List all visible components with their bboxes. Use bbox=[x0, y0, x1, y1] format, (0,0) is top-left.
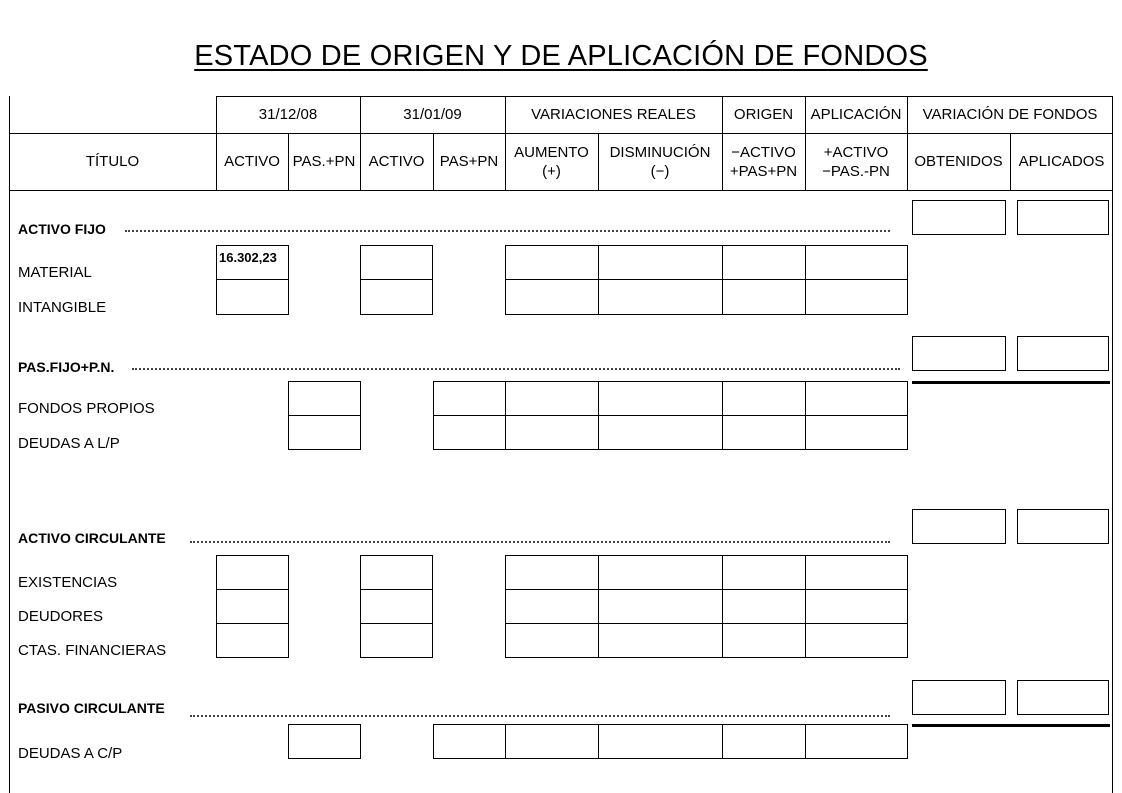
header-bottom-line bbox=[9, 190, 1113, 191]
header-variacion-fondos: VARIACIÓN DE FONDOS bbox=[922, 106, 1098, 123]
deudores-aplicacion-cell[interactable] bbox=[805, 589, 908, 624]
deudas-cp-origen-cell[interactable] bbox=[722, 724, 806, 759]
aplicados-box[interactable] bbox=[1017, 200, 1109, 235]
leader-dots bbox=[132, 368, 900, 370]
deudas-lp-pas-2008-cell[interactable] bbox=[288, 415, 361, 450]
header-aplicados: APLICADOS bbox=[1018, 153, 1105, 170]
section-activo-fijo: ACTIVO FIJO bbox=[18, 221, 110, 237]
existencias-aumento-cell[interactable] bbox=[505, 555, 599, 590]
row-label-deudas-cp: DEUDAS A C/P bbox=[18, 745, 123, 762]
intangible-activo-2008-cell[interactable] bbox=[216, 279, 289, 315]
fondos-propios-origen-cell[interactable] bbox=[722, 381, 806, 416]
header-activo-2009: ACTIVO bbox=[368, 153, 425, 170]
row-label-deudores: DEUDORES bbox=[18, 608, 104, 625]
existencias-aplicacion-cell[interactable] bbox=[805, 555, 908, 590]
ctas-financieras-activo-2009-cell[interactable] bbox=[360, 623, 433, 658]
leader-dots bbox=[125, 230, 890, 232]
intangible-aplicacion-cell[interactable] bbox=[805, 279, 908, 315]
deudores-activo-2008-cell[interactable] bbox=[216, 589, 289, 624]
deudas-cp-aplicacion-cell[interactable] bbox=[805, 724, 908, 759]
obtenidos-box[interactable] bbox=[912, 680, 1006, 715]
existencias-activo-2009-cell[interactable] bbox=[360, 555, 433, 590]
fondos-propios-disminucion-cell[interactable] bbox=[598, 381, 723, 416]
material-disminucion-cell[interactable] bbox=[598, 245, 723, 280]
existencias-activo-2008-cell[interactable] bbox=[216, 555, 289, 590]
fondos-propios-aplicacion-cell[interactable] bbox=[805, 381, 908, 416]
aplicados-box[interactable] bbox=[1017, 336, 1109, 371]
intangible-activo-2009-cell[interactable] bbox=[360, 279, 433, 315]
header-disminucion: DISMINUCIÓN (−) bbox=[609, 143, 711, 180]
header-pas-2008: PAS.+PN bbox=[292, 153, 356, 170]
page-title: ESTADO DE ORIGEN Y DE APLICACIÓN DE FONDOS bbox=[194, 40, 928, 72]
material-aumento-cell[interactable] bbox=[505, 245, 599, 280]
material-aplicacion-cell[interactable] bbox=[805, 245, 908, 280]
section-activo-circulante: ACTIVO CIRCULANTE bbox=[18, 530, 170, 546]
header-aplicacion-sub: +ACTIVO −PAS.-PN bbox=[822, 143, 890, 180]
obtenidos-box[interactable] bbox=[912, 336, 1006, 371]
header-obtenidos: OBTENIDOS bbox=[914, 153, 1003, 170]
header-pas-2009: PAS+PN bbox=[439, 153, 499, 170]
header-titulo: TÍTULO bbox=[85, 153, 140, 170]
fondos-propios-pas-2008-cell[interactable] bbox=[288, 381, 361, 416]
deudas-cp-pas-2009-cell[interactable] bbox=[433, 724, 506, 759]
intangible-origen-cell[interactable] bbox=[722, 279, 806, 315]
deudas-lp-aumento-cell[interactable] bbox=[505, 415, 599, 450]
deudas-cp-disminucion-cell[interactable] bbox=[598, 724, 723, 759]
deudores-origen-cell[interactable] bbox=[722, 589, 806, 624]
deudas-lp-disminucion-cell[interactable] bbox=[598, 415, 723, 450]
deudores-disminucion-cell[interactable] bbox=[598, 589, 723, 624]
intangible-disminucion-cell[interactable] bbox=[598, 279, 723, 315]
leader-dots bbox=[190, 715, 890, 717]
material-activo-2008-value: 16.302,23 bbox=[219, 250, 277, 265]
header-aumento: AUMENTO (+) bbox=[514, 143, 589, 180]
obtenidos-box[interactable] bbox=[912, 509, 1006, 544]
ctas-financieras-aplicacion-cell[interactable] bbox=[805, 623, 908, 658]
deudas-cp-pas-2008-cell[interactable] bbox=[288, 724, 361, 759]
material-activo-2008-cell[interactable] bbox=[216, 245, 289, 280]
existencias-disminucion-cell[interactable] bbox=[598, 555, 723, 590]
row-label-ctas-financieras: CTAS. FINANCIERAS bbox=[18, 642, 167, 659]
aplicados-box[interactable] bbox=[1017, 509, 1109, 544]
fondos-propios-aumento-cell[interactable] bbox=[505, 381, 599, 416]
ctas-financieras-origen-cell[interactable] bbox=[722, 623, 806, 658]
deudas-cp-aumento-cell[interactable] bbox=[505, 724, 599, 759]
leader-dots bbox=[190, 541, 890, 543]
ctas-financieras-aumento-cell[interactable] bbox=[505, 623, 599, 658]
ctas-financieras-disminucion-cell[interactable] bbox=[598, 623, 723, 658]
deudas-lp-pas-2009-cell[interactable] bbox=[433, 415, 506, 450]
ctas-financieras-activo-2008-cell[interactable] bbox=[216, 623, 289, 658]
fondos-propios-pas-2009-cell[interactable] bbox=[433, 381, 506, 416]
deudas-lp-origen-cell[interactable] bbox=[722, 415, 806, 450]
row-label-existencias: EXISTENCIAS bbox=[18, 574, 118, 591]
row-label-deudas-lp: DEUDAS A L/P bbox=[18, 435, 120, 452]
deudores-activo-2009-cell[interactable] bbox=[360, 589, 433, 624]
section-pas-fijo: PAS.FIJO+P.N. bbox=[18, 359, 118, 375]
deudas-lp-aplicacion-cell[interactable] bbox=[805, 415, 908, 450]
header-variaciones-reales: VARIACIONES REALES bbox=[531, 106, 696, 123]
header-aplicacion: APLICACIÓN bbox=[810, 106, 902, 123]
section-pasivo-circulante: PASIVO CIRCULANTE bbox=[18, 700, 169, 716]
row-label-intangible: INTANGIBLE bbox=[18, 299, 107, 316]
header-date-2009: 31/01/09 bbox=[403, 106, 462, 123]
row-label-fondos-propios: FONDOS PROPIOS bbox=[18, 400, 155, 417]
row-label-material: MATERIAL bbox=[18, 264, 92, 281]
header-origen: ORIGEN bbox=[733, 106, 794, 123]
existencias-origen-cell[interactable] bbox=[722, 555, 806, 590]
header-activo-2008: ACTIVO bbox=[224, 153, 280, 170]
material-origen-cell[interactable] bbox=[722, 245, 806, 280]
aplicados-box[interactable] bbox=[1017, 680, 1109, 715]
material-activo-2009-cell[interactable] bbox=[360, 245, 433, 280]
intangible-aumento-cell[interactable] bbox=[505, 279, 599, 315]
total-rule bbox=[912, 724, 1110, 727]
total-rule bbox=[912, 381, 1110, 384]
header-date-2008: 31/12/08 bbox=[258, 106, 318, 123]
deudores-aumento-cell[interactable] bbox=[505, 589, 599, 624]
header-origen-sub: −ACTIVO +PAS+PN bbox=[729, 143, 798, 180]
obtenidos-box[interactable] bbox=[912, 200, 1006, 235]
